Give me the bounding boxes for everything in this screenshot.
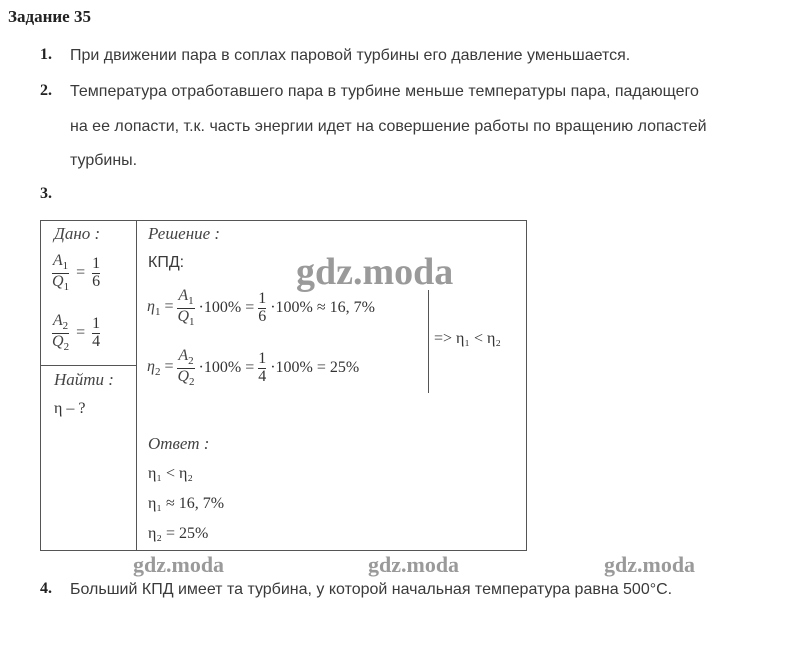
- answer-1: η₁ < η₂: [148, 465, 193, 482]
- task-title: Задание 35: [8, 7, 91, 26]
- table-divider: [136, 220, 137, 550]
- item-4-text: Больший КПД имеет та турбина, у которой начальная температура равна 500°С.: [70, 581, 673, 598]
- solution-label: Решение :: [148, 224, 221, 243]
- watermark-right: gdz.moda: [604, 552, 696, 577]
- watermark-center: gdz.moda: [368, 552, 460, 577]
- compare-divider: [428, 290, 429, 393]
- item-2-line-3: турбины.: [70, 152, 138, 169]
- given-ratio-2: $\frac{A_2}{Q_2}$ = $\frac{1}{4}$: [52, 312, 101, 353]
- given-find-divider: [40, 365, 137, 366]
- efficiency-equation-2: $\eta_2$ = $\frac{A_2}{Q_2}$ ·100% = $\frac{1}{4}$ ·100% = 25%: [147, 347, 360, 388]
- given-label: Дано :: [54, 224, 101, 243]
- item-4-number: 4.: [40, 580, 52, 597]
- item-2-line-1: Температура отработавшего пара в турбине меньше температуры пара, падающего: [70, 83, 699, 100]
- item-3-number: 3.: [40, 185, 52, 202]
- find-label: Найти :: [54, 370, 114, 389]
- find-value: η – ?: [54, 400, 86, 417]
- watermark-large: gdz.moda: [296, 251, 454, 293]
- answer-2: η₁ ≈ 16, 7%: [148, 495, 225, 512]
- item-2-number: 2.: [40, 82, 52, 99]
- item-1-number: 1.: [40, 46, 52, 63]
- item-1-text: При движении пара в соплах паровой турбины его давление уменьшается.: [70, 47, 631, 64]
- item-2-line-2: на ее лопасти, т.к. часть энергии идет на совершение работы по вращению лопастей: [70, 118, 707, 135]
- answer-3: η₂ = 25%: [148, 525, 209, 542]
- watermark-left: gdz.moda: [133, 552, 225, 577]
- kpd-label: КПД:: [148, 254, 185, 271]
- comparison-result: => η₁ < η₂: [434, 330, 501, 347]
- efficiency-equation-1: $\eta_1$ = $\frac{A_1}{Q_1}$ ·100% = $\frac{1}{6}$ ·100% ≈ 16, 7%: [147, 287, 375, 328]
- given-ratio-1: $\frac{A_1}{Q_1}$ = $\frac{1}{6}$: [52, 252, 101, 293]
- answer-label: Ответ :: [148, 434, 210, 453]
